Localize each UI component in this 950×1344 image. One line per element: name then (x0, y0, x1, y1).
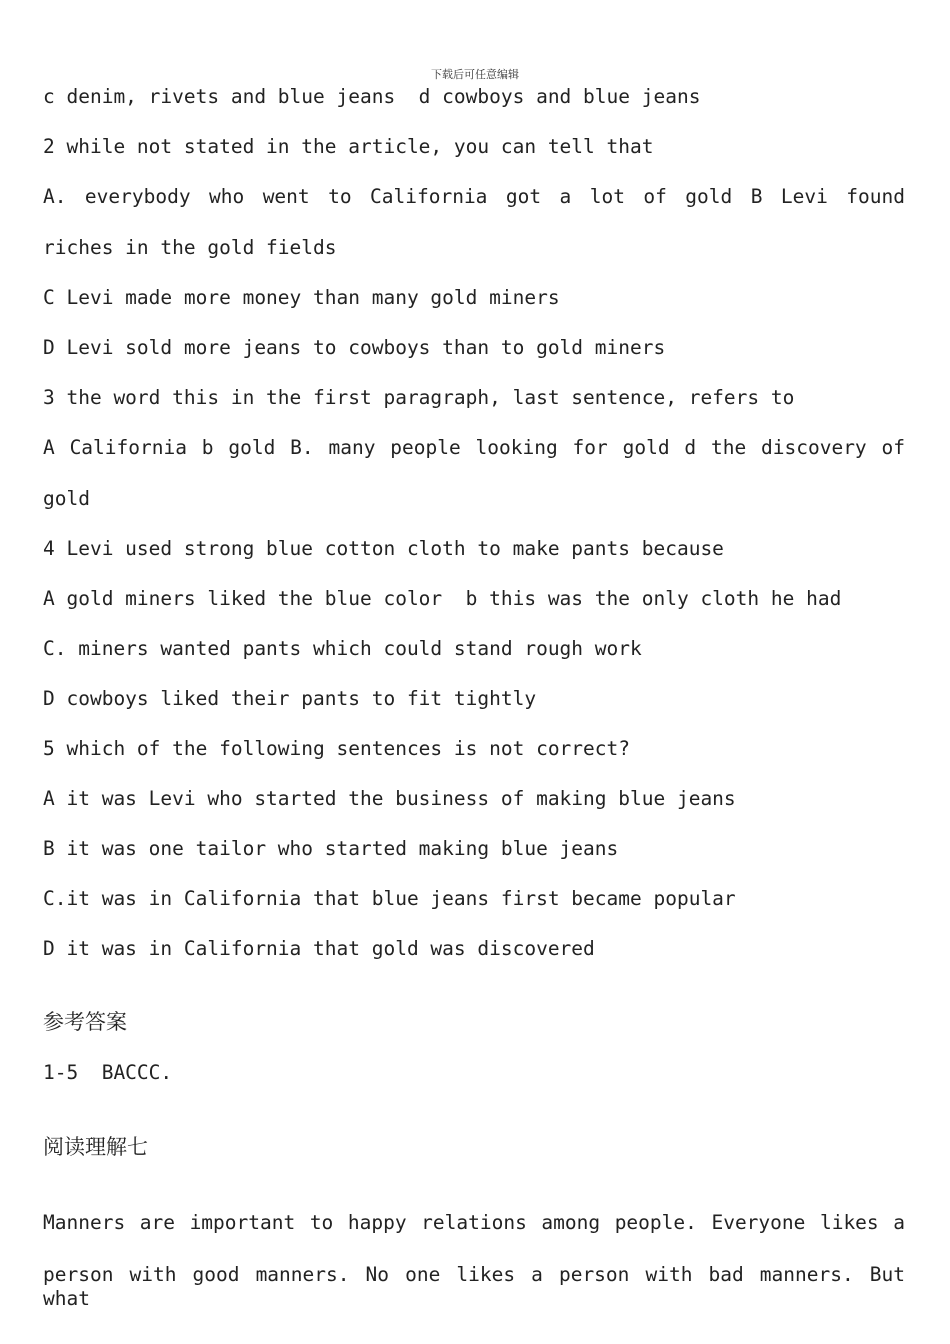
question-4: 4 Levi used strong blue cotton cloth to make pants because (43, 537, 724, 560)
option-line: riches in the gold fields (43, 236, 337, 259)
option-line: A. everybody who went to California got a lot of gold B Levi found (43, 185, 905, 208)
option-line: C Levi made more money than many gold miners (43, 286, 560, 309)
passage-line: person with good manners. No one likes a person with bad manners. But what (43, 1263, 905, 1310)
option-line: B it was one tailor who started making blue jeans (43, 837, 619, 860)
section-title: 阅读理解七 (43, 1135, 148, 1159)
question-3: 3 the word this in the first paragraph, last sentence, refers to (43, 386, 795, 409)
option-line: D Levi sold more jeans to cowboys than to gold miners (43, 336, 666, 359)
option-line: gold (43, 487, 90, 510)
answer-text: 1-5 BACCC. (43, 1061, 173, 1084)
passage-line: Manners are important to happy relations among people. Everyone likes a (43, 1211, 905, 1234)
option-line: D it was in California that gold was discovered (43, 937, 595, 960)
question-5: 5 which of the following sentences is not correct? (43, 737, 630, 760)
question-2: 2 while not stated in the article, you can tell that (43, 135, 654, 158)
option-line: A gold miners liked the blue color b this was the only cloth he had (43, 587, 842, 610)
option-line: D cowboys liked their pants to fit tightly (43, 687, 537, 710)
answer-heading: 参考答案 (43, 1010, 127, 1034)
option-line: A it was Levi who started the business of making blue jeans (43, 787, 736, 810)
page-header: 下载后可任意编辑 (431, 68, 519, 81)
option-line: C.it was in California that blue jeans first became popular (43, 887, 736, 910)
text-line: c denim, rivets and blue jeans d cowboys and blue jeans (43, 85, 701, 108)
option-line: A California b gold B. many people looking for gold d the discovery of (43, 436, 905, 459)
option-line: C. miners wanted pants which could stand rough work (43, 637, 642, 660)
